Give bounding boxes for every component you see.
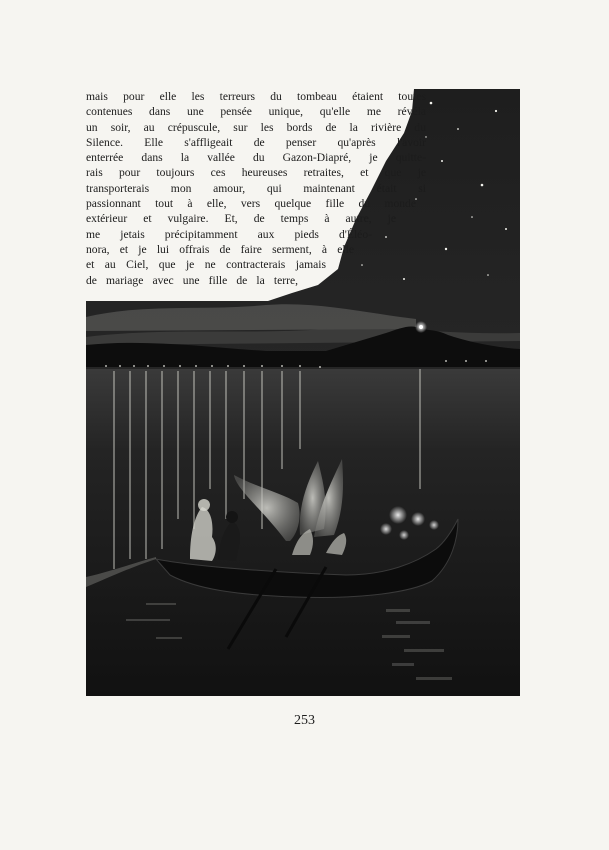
- text-line: contenues dans une pensée unique, qu'elle me révéla: [86, 105, 426, 119]
- text-line: nora, et je lui offrais de faire serment, à elle: [86, 242, 354, 256]
- page-number: 253: [294, 713, 315, 728]
- text-line: et au Ciel, que je ne contracterais jamais: [86, 258, 326, 272]
- text-line: transporterais mon amour, qui maintenant était si: [86, 181, 426, 195]
- volcano-light: [419, 325, 423, 329]
- text-line: rais pour toujours ces heureuses retraites, et que je: [86, 166, 426, 180]
- text-line: passionnant tout à elle, vers quelque fille du monde: [86, 197, 416, 211]
- text-line: un soir, au crépuscule, sur les bords de la rivière du: [86, 120, 426, 134]
- text-line: me jetais précipitamment aux pieds d'Éléo-: [86, 227, 372, 241]
- text-line: extérieur et vulgaire. Et, de temps à autre, je: [86, 212, 396, 226]
- text-line: de mariage avec une fille de la terre,: [86, 273, 298, 287]
- body-text: [86, 89, 426, 288]
- text-line: Silence. Elle s'affligeait de penser qu'après l'avoir: [86, 135, 426, 149]
- text-line: mais pour elle les terreurs du tombeau étaient toutes: [86, 90, 426, 103]
- text-line: enterrée dans la vallée du Gazon-Diapré, je quitte-: [86, 151, 426, 165]
